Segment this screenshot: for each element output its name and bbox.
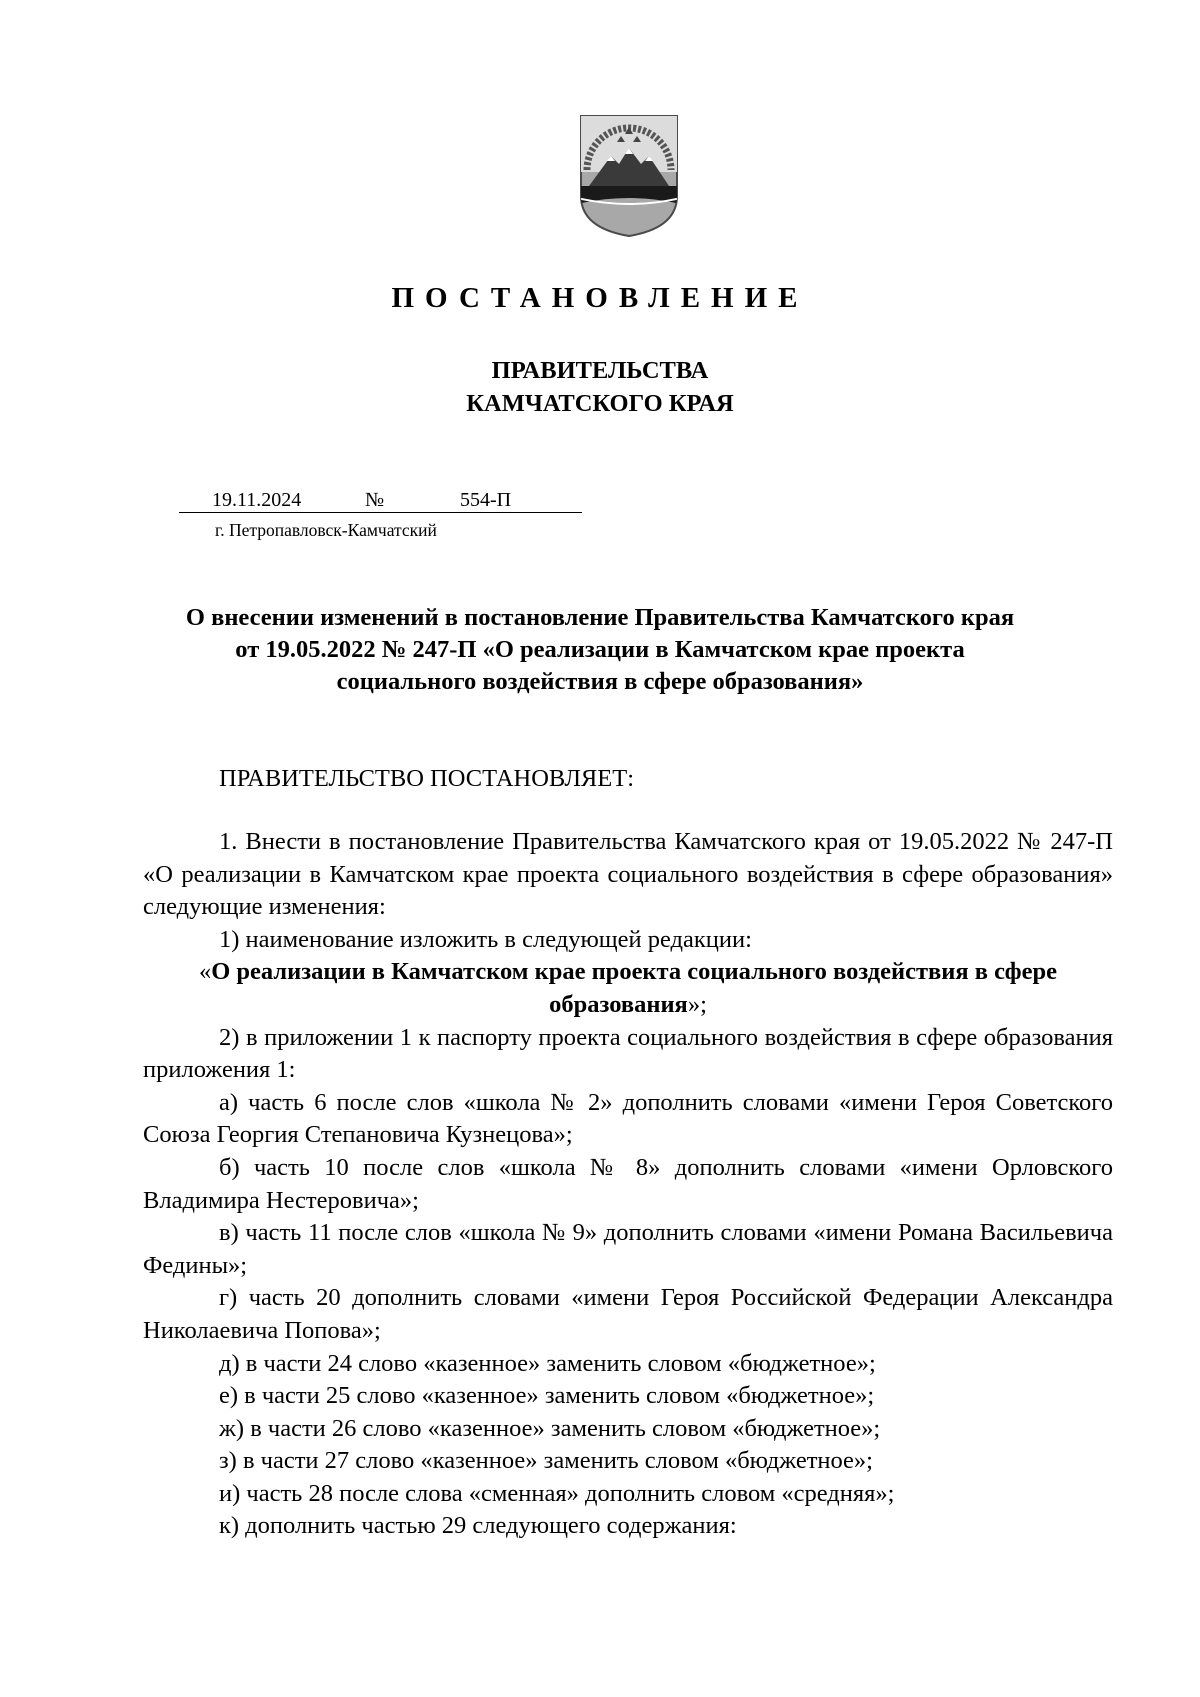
document-title (130, 602, 1070, 698)
paragraph-6: б) часть 10 после слов «школа № 8» дополнить словами «имени Орловского Владимира Нестеровича»; (143, 1153, 1113, 1214)
registration-number: 554-П (460, 489, 512, 511)
title-line-1: О внесении изменений в постановление Правительства Камчатского края (185, 604, 1015, 631)
quote-close: »; (687, 990, 707, 1018)
issuer-heading (0, 354, 1200, 420)
paragraph-10: е) в части 25 слово «казенное» заменить словом «бюджетное»; (219, 1382, 875, 1410)
paragraph-13: и) часть 28 после слова «сменная» дополнить словом «средняя»; (219, 1479, 895, 1507)
number-sign: № (365, 489, 385, 511)
paragraph-new-title (143, 956, 1113, 1021)
paragraph-2: 1) наименование изложить в следующей редакции: (219, 925, 752, 953)
title-line-2: от 19.05.2022 № 247-П «О реализации в Камчатском крае проекта (235, 636, 965, 663)
document-body (143, 826, 1113, 1543)
document-type-heading: ПОСТАНОВЛЕНИЕ (391, 282, 809, 314)
decree-statement: ПРАВИТЕЛЬСТВО ПОСТАНОВЛЯЕТ: (219, 765, 635, 792)
paragraph-1: 1. Внести в постановление Правительства Камчатского края от 19.05.2022 № 247-П «О реализации в Камчатском крае проекта социального воздействия в сфере образования» следующие изменения: (143, 828, 1113, 921)
issuer-line-2: КАМЧАТСКОГО КРАЯ (466, 390, 734, 417)
coat-of-arms-emblem (577, 112, 681, 240)
new-title-bold: О реализации в Камчатском крае проекта социального воздействия в сфере образования (211, 958, 1058, 1018)
paragraph-9: д) в части 24 слово «казенное» заменить словом «бюджетное»; (219, 1349, 876, 1377)
paragraph-7: в) часть 11 после слов «школа № 9» дополнить словами «имени Романа Васильевича Федины»; (143, 1219, 1113, 1279)
issuer-line-1: ПРАВИТЕЛЬСТВА (491, 357, 709, 384)
city-label: г. Петропавловск-Камчатский (215, 520, 437, 540)
title-line-3: социального воздействия в сфере образования» (336, 668, 864, 695)
paragraph-14: к) дополнить частью 29 следующего содержания: (219, 1512, 737, 1540)
registration-underline (179, 512, 582, 513)
registration-date: 19.11.2024 (212, 489, 302, 511)
paragraph-4: 2) в приложении 1 к паспорту проекта социального воздействия в сфере образования приложения 1: (143, 1023, 1113, 1084)
paragraph-11: ж) в части 26 слово «казенное» заменить словом «бюджетное»; (219, 1414, 881, 1442)
paragraph-8: г) часть 20 дополнить словами «имени Героя Российской Федерации Александра Николаевича Попова»; (143, 1284, 1113, 1344)
quote-open: « (198, 958, 212, 986)
paragraph-5: а) часть 6 после слов «школа № 2» дополнить словами «имени Героя Советского Союза Георгия Степановича Кузнецова»; (143, 1088, 1113, 1149)
paragraph-12: з) в части 27 слово «казенное» заменить словом «бюджетное»; (219, 1447, 873, 1475)
